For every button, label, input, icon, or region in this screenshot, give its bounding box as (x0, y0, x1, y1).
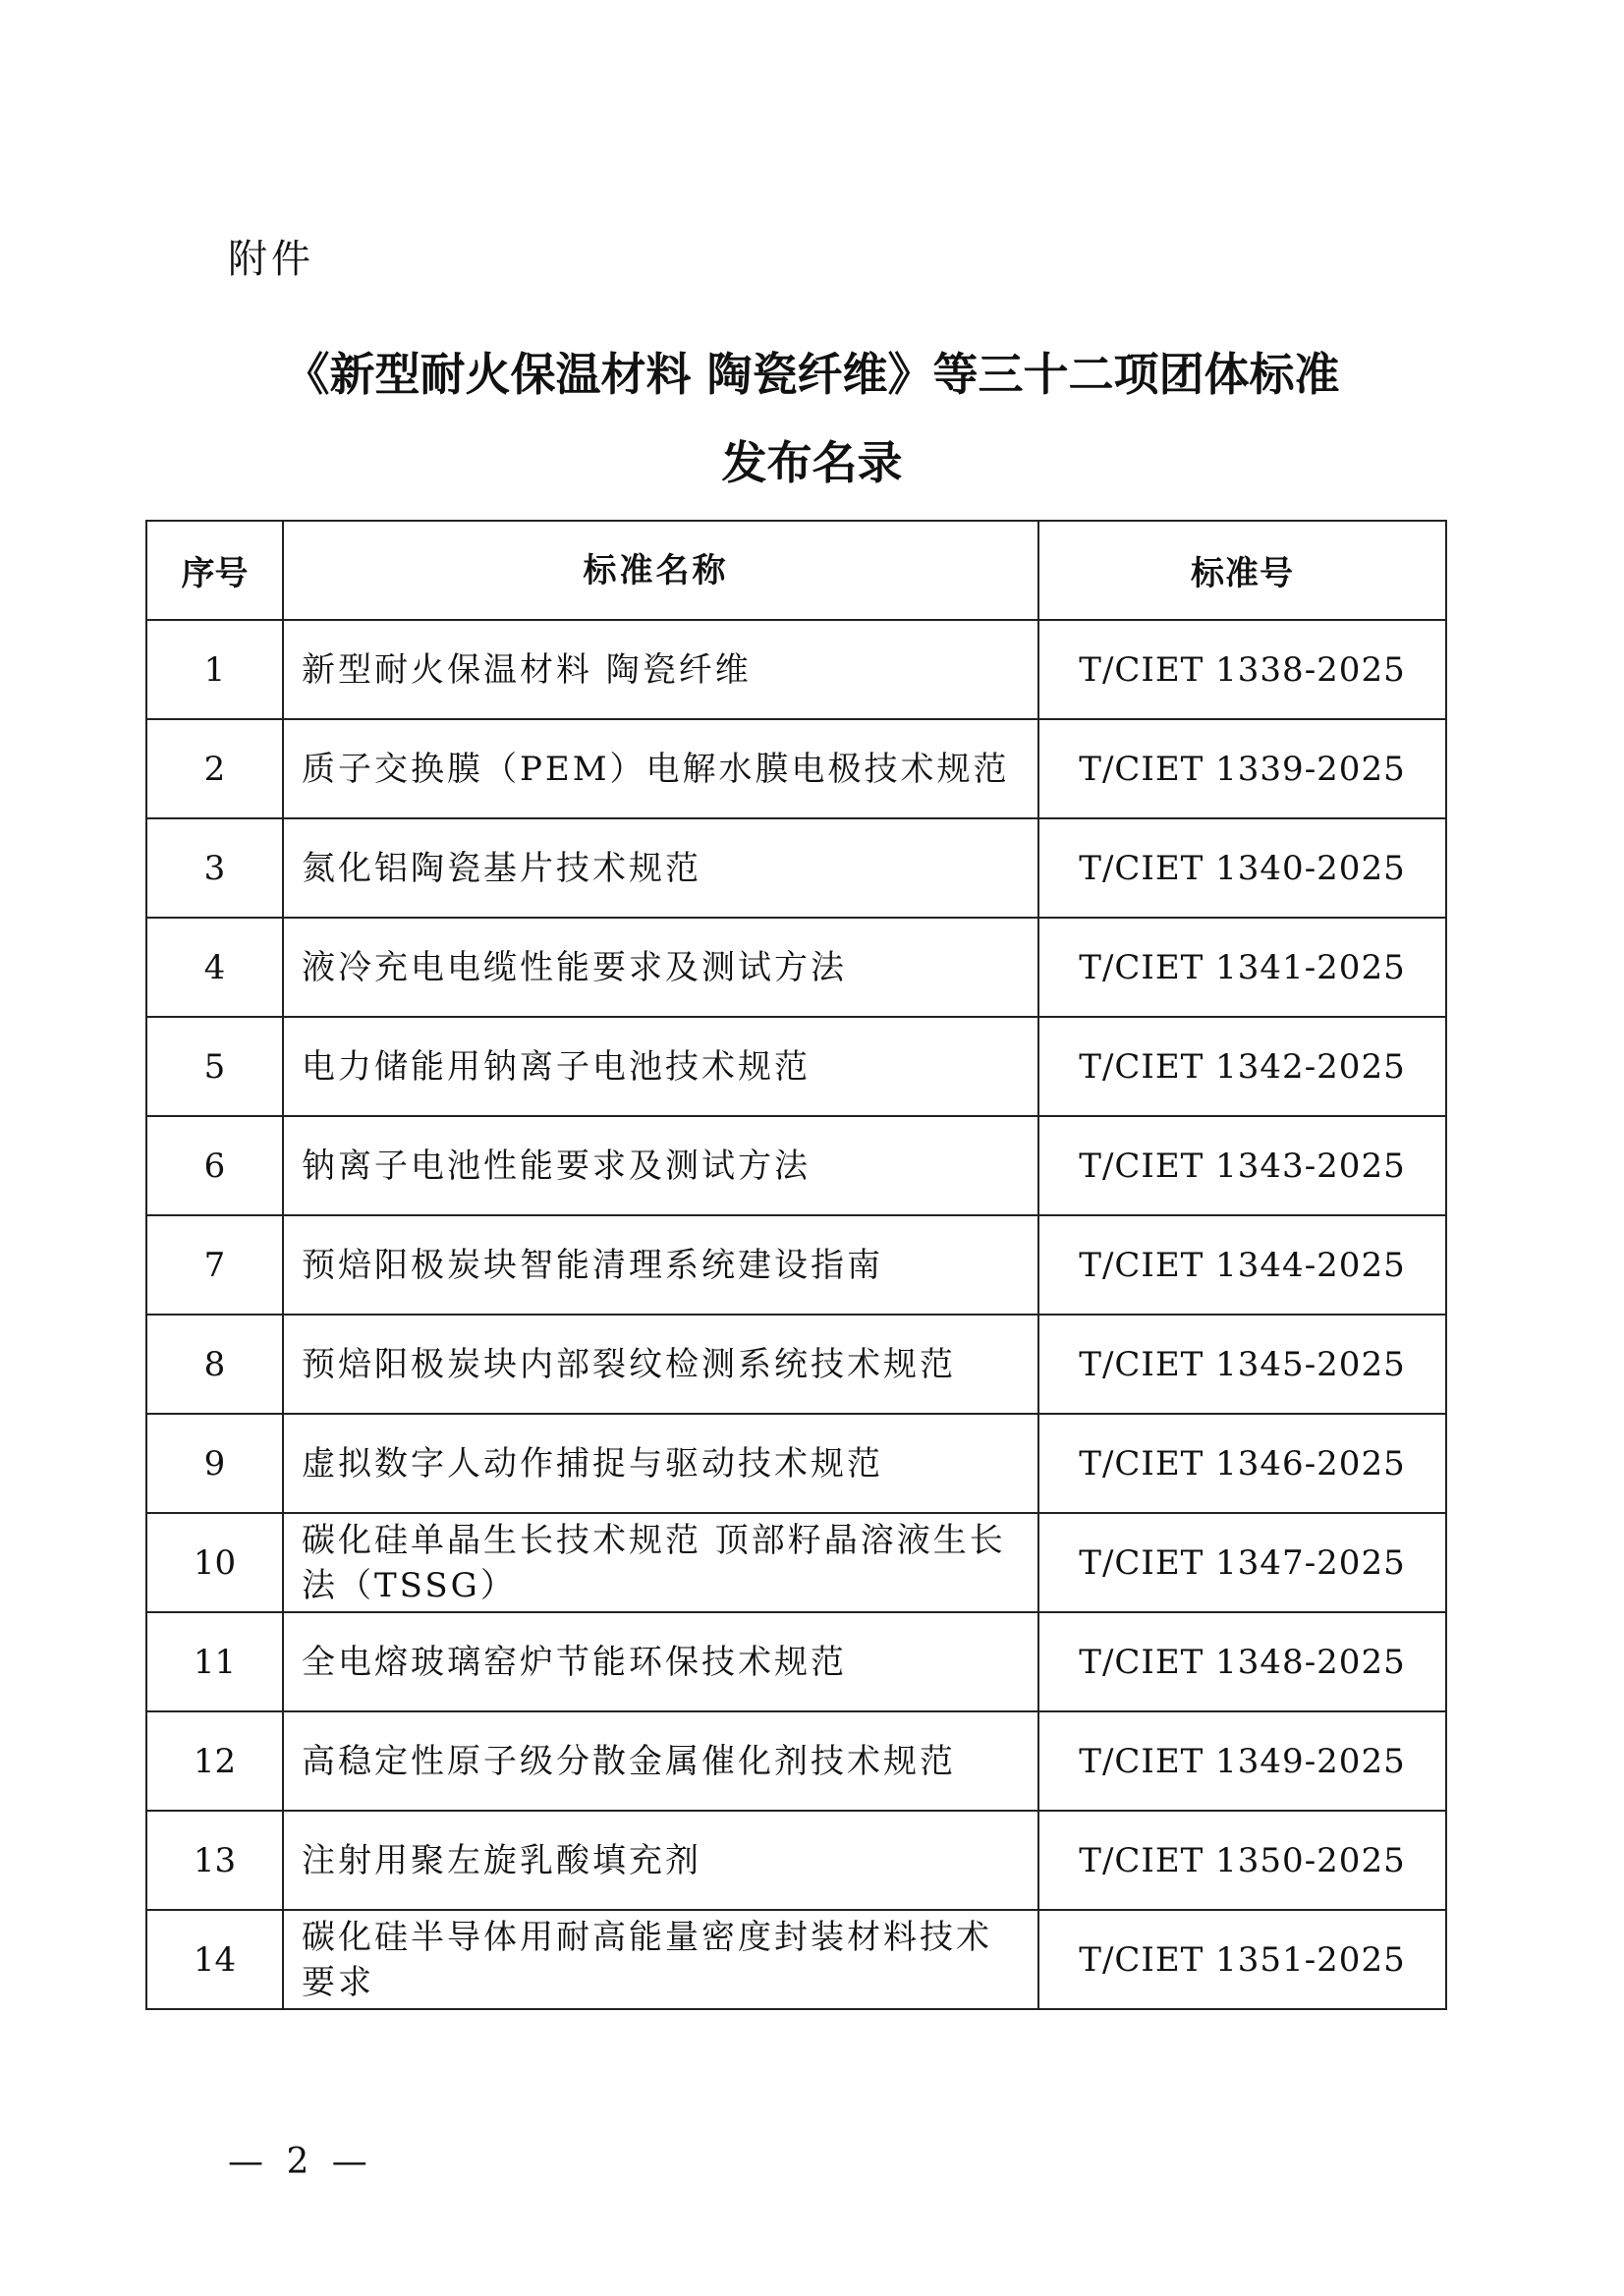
cell-no: 5 (146, 1017, 283, 1116)
cell-no: 14 (146, 1910, 283, 2009)
cell-code: T/CIET 1343-2025 (1038, 1116, 1446, 1215)
document-subtitle: 发布名录 (721, 436, 903, 489)
table-row (146, 1017, 1446, 1116)
cell-no: 9 (146, 1414, 283, 1513)
cell-name: 高稳定性原子级分散金属催化剂技术规范 (283, 1711, 1038, 1811)
table-row (146, 1215, 1446, 1315)
cell-name: 注射用聚左旋乳酸填充剂 (283, 1811, 1038, 1910)
standards-table (145, 520, 1447, 2010)
table-row (146, 1910, 1446, 2009)
cell-no: 6 (146, 1116, 283, 1215)
table-row (146, 1513, 1446, 1612)
cell-no: 1 (146, 620, 283, 719)
cell-code: T/CIET 1340-2025 (1038, 818, 1446, 918)
cell-code: T/CIET 1344-2025 (1038, 1215, 1446, 1315)
table-row (146, 620, 1446, 719)
table-row (146, 1612, 1446, 1711)
cell-no: 12 (146, 1711, 283, 1811)
cell-name: 全电熔玻璃窑炉节能环保技术规范 (283, 1612, 1038, 1711)
cell-no: 13 (146, 1811, 283, 1910)
cell-name: 氮化铝陶瓷基片技术规范 (283, 818, 1038, 918)
cell-code: T/CIET 1348-2025 (1038, 1612, 1446, 1711)
cell-name: 预焙阳极炭块智能清理系统建设指南 (283, 1215, 1038, 1315)
cell-code: T/CIET 1341-2025 (1038, 918, 1446, 1017)
table-row (146, 719, 1446, 818)
document-title: 《新型耐火保温材料 陶瓷纤维》等三十二项团体标准 (284, 348, 1340, 401)
cell-no: 7 (146, 1215, 283, 1315)
cell-name: 电力储能用钠离子电池技术规范 (283, 1017, 1038, 1116)
table-row (146, 818, 1446, 918)
cell-name: 预焙阳极炭块内部裂纹检测系统技术规范 (283, 1315, 1038, 1414)
cell-no: 11 (146, 1612, 283, 1711)
cell-code: T/CIET 1350-2025 (1038, 1811, 1446, 1910)
cell-code: T/CIET 1347-2025 (1038, 1513, 1446, 1612)
cell-code: T/CIET 1351-2025 (1038, 1910, 1446, 2009)
attachment-label: 附件 (228, 237, 314, 282)
cell-name: 新型耐火保温材料 陶瓷纤维 (283, 620, 1038, 719)
cell-code: T/CIET 1342-2025 (1038, 1017, 1446, 1116)
table-row (146, 1811, 1446, 1910)
cell-name: 质子交换膜（PEM）电解水膜电极技术规范 (283, 719, 1038, 818)
table-row (146, 918, 1446, 1017)
cell-no: 2 (146, 719, 283, 818)
header-code: 标准号 (1038, 521, 1446, 620)
cell-code: T/CIET 1338-2025 (1038, 620, 1446, 719)
table-row (146, 1414, 1446, 1513)
cell-no: 3 (146, 818, 283, 918)
table-row (146, 1315, 1446, 1414)
cell-name: 钠离子电池性能要求及测试方法 (283, 1116, 1038, 1215)
cell-name: 液冷充电电缆性能要求及测试方法 (283, 918, 1038, 1017)
header-no: 序号 (146, 521, 283, 620)
cell-code: T/CIET 1346-2025 (1038, 1414, 1446, 1513)
cell-code: T/CIET 1349-2025 (1038, 1711, 1446, 1811)
cell-no: 4 (146, 918, 283, 1017)
table-row (146, 1116, 1446, 1215)
cell-code: T/CIET 1345-2025 (1038, 1315, 1446, 1414)
cell-name: 碳化硅单晶生长技术规范 顶部籽晶溶液生长法（TSSG） (283, 1513, 1038, 1612)
cell-name: 碳化硅半导体用耐高能量密度封装材料技术要求 (283, 1910, 1038, 2009)
cell-name: 虚拟数字人动作捕捉与驱动技术规范 (283, 1414, 1038, 1513)
table-row (146, 1711, 1446, 1811)
cell-no: 10 (146, 1513, 283, 1612)
header-name: 标准名称 (283, 521, 1038, 620)
page-number: — 2 — (228, 2142, 373, 2182)
cell-no: 8 (146, 1315, 283, 1414)
cell-code: T/CIET 1339-2025 (1038, 719, 1446, 818)
table-header-row (146, 521, 1446, 620)
